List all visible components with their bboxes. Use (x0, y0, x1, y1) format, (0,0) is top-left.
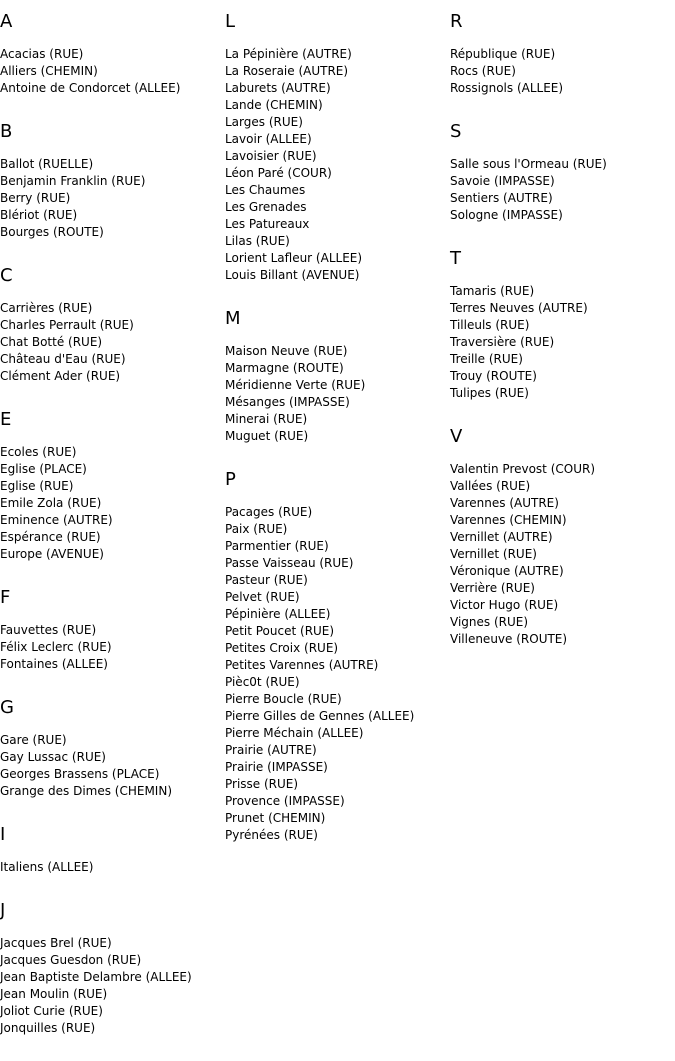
street-item: Italiens (ALLEE) (0, 860, 94, 874)
street-item: Prisse (RUE) (225, 777, 299, 791)
street-item: Ballot (RUELLE) (0, 157, 94, 171)
street-list (0, 935, 225, 1037)
street-list (0, 156, 225, 241)
street-item: Muguet (RUE) (225, 429, 309, 443)
street-item: Eglise (PLACE) (0, 462, 87, 476)
street-item: Bourges (ROUTE) (0, 225, 104, 239)
street-item: Treille (RUE) (450, 352, 523, 366)
street-item: Terres Neuves (AUTRE) (450, 301, 588, 315)
letter-group-e (0, 409, 225, 563)
street-list (0, 859, 225, 876)
street-item: Antoine de Condorcet (ALLEE) (0, 81, 181, 95)
street-item: Méridienne Verte (RUE) (225, 378, 366, 392)
street-item: Prunet (CHEMIN) (225, 811, 326, 825)
street-item: Vallées (RUE) (450, 479, 531, 493)
street-item: Fontaines (ALLEE) (0, 657, 108, 671)
letter-group-r (450, 11, 675, 97)
street-item: La Pépinière (AUTRE) (225, 47, 352, 61)
street-item: Jacques Guesdon (RUE) (0, 953, 142, 967)
street-item: Clément Ader (RUE) (0, 369, 121, 383)
street-item: Tulipes (RUE) (450, 386, 529, 400)
street-list (0, 622, 225, 673)
street-item: Pyrénées (RUE) (225, 828, 318, 842)
street-list (0, 444, 225, 563)
street-item: Léon Paré (COUR) (225, 166, 332, 180)
letter-heading: I (0, 824, 6, 845)
street-item: Parmentier (RUE) (225, 539, 329, 553)
street-item: Sentiers (AUTRE) (450, 191, 553, 205)
letter-group-p (225, 469, 450, 844)
street-item: Valentin Prevost (COUR) (450, 462, 596, 476)
letter-heading: E (0, 409, 12, 430)
street-list (225, 343, 450, 445)
letter-group-i (0, 824, 225, 876)
street-item: Jonquilles (RUE) (0, 1021, 96, 1035)
letter-group-f (0, 587, 225, 673)
street-item: Verrière (RUE) (450, 581, 535, 595)
street-item: Petites Varennes (AUTRE) (225, 658, 379, 672)
street-list (450, 283, 675, 402)
street-item: Tamaris (RUE) (450, 284, 535, 298)
street-item: Félix Leclerc (RUE) (0, 640, 112, 654)
street-item: Minerai (RUE) (225, 412, 308, 426)
street-item: Eminence (AUTRE) (0, 513, 113, 527)
street-item: Laburets (AUTRE) (225, 81, 331, 95)
letter-group-m (225, 308, 450, 445)
letter-heading: L (225, 11, 236, 32)
street-item: Tilleuls (RUE) (450, 318, 530, 332)
letter-heading: A (0, 11, 13, 32)
street-item: Sologne (IMPASSE) (450, 208, 563, 222)
street-item: Château d'Eau (RUE) (0, 352, 126, 366)
letter-heading: V (450, 426, 463, 447)
street-item: Jean Moulin (RUE) (0, 987, 108, 1001)
street-list (450, 46, 675, 97)
street-item: Rossignols (ALLEE) (450, 81, 564, 95)
letter-group-t (450, 248, 675, 402)
street-item: Varennes (CHEMIN) (450, 513, 567, 527)
street-item: Véronique (AUTRE) (450, 564, 564, 578)
street-item: Trouy (ROUTE) (450, 369, 537, 383)
letter-group-s (450, 121, 675, 224)
street-column-1 (0, 0, 225, 1061)
street-item: Lorient Lafleur (ALLEE) (225, 251, 363, 265)
street-list (0, 46, 225, 97)
street-item: Prairie (IMPASSE) (225, 760, 328, 774)
street-item: Carrières (RUE) (0, 301, 93, 315)
street-item: Pièc0t (RUE) (225, 675, 300, 689)
street-list (450, 461, 675, 648)
street-item: Savoie (IMPASSE) (450, 174, 555, 188)
street-item: Pacages (RUE) (225, 505, 313, 519)
street-item: Les Grenades (225, 200, 307, 214)
letter-group-j (0, 900, 225, 1037)
street-item: Pasteur (RUE) (225, 573, 308, 587)
street-item: Pierre Gilles de Gennes (ALLEE) (225, 709, 415, 723)
street-item: Provence (IMPASSE) (225, 794, 345, 808)
letter-heading: T (450, 248, 461, 269)
street-item: Vignes (RUE) (450, 615, 529, 629)
street-item: Les Chaumes (225, 183, 306, 197)
street-item: République (RUE) (450, 47, 556, 61)
street-item: Pépinière (ALLEE) (225, 607, 331, 621)
street-item: Mésanges (IMPASSE) (225, 395, 350, 409)
street-list (225, 504, 450, 844)
street-item: Emile Zola (RUE) (0, 496, 102, 510)
street-item: Espérance (RUE) (0, 530, 101, 544)
street-item: Passe Vaisseau (RUE) (225, 556, 354, 570)
street-item: Maison Neuve (RUE) (225, 344, 348, 358)
street-column-2 (225, 0, 450, 868)
street-list (450, 156, 675, 224)
street-item: Pierre Méchain (ALLEE) (225, 726, 364, 740)
letter-heading: B (0, 121, 13, 142)
street-item: Marmagne (ROUTE) (225, 361, 344, 375)
street-item: Paix (RUE) (225, 522, 288, 536)
street-item: Petites Croix (RUE) (225, 641, 339, 655)
letter-group-g (0, 697, 225, 800)
street-item: Joliot Curie (RUE) (0, 1004, 103, 1018)
street-item: Vernillet (AUTRE) (450, 530, 553, 544)
street-item: Lande (CHEMIN) (225, 98, 323, 112)
street-item: Chat Botté (RUE) (0, 335, 103, 349)
street-item: Lavoisier (RUE) (225, 149, 317, 163)
street-item: Fauvettes (RUE) (0, 623, 97, 637)
street-item: Lilas (RUE) (225, 234, 290, 248)
street-item: Petit Poucet (RUE) (225, 624, 335, 638)
street-item: Louis Billant (AVENUE) (225, 268, 360, 282)
letter-heading: S (450, 121, 462, 142)
letter-group-b (0, 121, 225, 241)
street-item: Larges (RUE) (225, 115, 303, 129)
street-item: Grange des Dimes (CHEMIN) (0, 784, 173, 798)
street-item: Lavoir (ALLEE) (225, 132, 312, 146)
street-item: Pelvet (RUE) (225, 590, 300, 604)
street-item: Acacias (RUE) (0, 47, 84, 61)
letter-heading: J (0, 900, 6, 921)
letter-heading: F (0, 587, 11, 608)
street-item: Gay Lussac (RUE) (0, 750, 106, 764)
street-item: Villeneuve (ROUTE) (450, 632, 568, 646)
street-item: Charles Perrault (RUE) (0, 318, 134, 332)
letter-heading: P (225, 469, 236, 490)
street-item: Berry (RUE) (0, 191, 71, 205)
street-item: Europe (AVENUE) (0, 547, 104, 561)
street-item: Ecoles (RUE) (0, 445, 77, 459)
street-column-3 (450, 0, 675, 672)
street-item: Blériot (RUE) (0, 208, 78, 222)
letter-heading: G (0, 697, 14, 718)
street-item: Alliers (CHEMIN) (0, 64, 98, 78)
street-item: Vernillet (RUE) (450, 547, 537, 561)
letter-group-l (225, 11, 450, 284)
street-item: Benjamin Franklin (RUE) (0, 174, 146, 188)
street-item: Salle sous l'Ormeau (RUE) (450, 157, 607, 171)
street-item: Traversière (RUE) (450, 335, 555, 349)
letter-group-c (0, 265, 225, 385)
street-item: Jean Baptiste Delambre (ALLEE) (0, 970, 192, 984)
letter-group-v (450, 426, 675, 648)
street-item: Rocs (RUE) (450, 64, 516, 78)
letter-group-a (0, 11, 225, 97)
street-item: Gare (RUE) (0, 733, 67, 747)
street-item: Prairie (AUTRE) (225, 743, 317, 757)
street-list (0, 732, 225, 800)
street-item: Les Patureaux (225, 217, 310, 231)
street-item: Victor Hugo (RUE) (450, 598, 559, 612)
street-item: La Roseraie (AUTRE) (225, 64, 349, 78)
street-item: Georges Brassens (PLACE) (0, 767, 160, 781)
letter-heading: M (225, 308, 241, 329)
street-item: Varennes (AUTRE) (450, 496, 559, 510)
street-item: Pierre Boucle (RUE) (225, 692, 342, 706)
street-list (0, 300, 225, 385)
street-list (225, 46, 450, 284)
street-item: Jacques Brel (RUE) (0, 936, 112, 950)
street-item: Eglise (RUE) (0, 479, 74, 493)
letter-heading: R (450, 11, 463, 32)
letter-heading: C (0, 265, 13, 286)
